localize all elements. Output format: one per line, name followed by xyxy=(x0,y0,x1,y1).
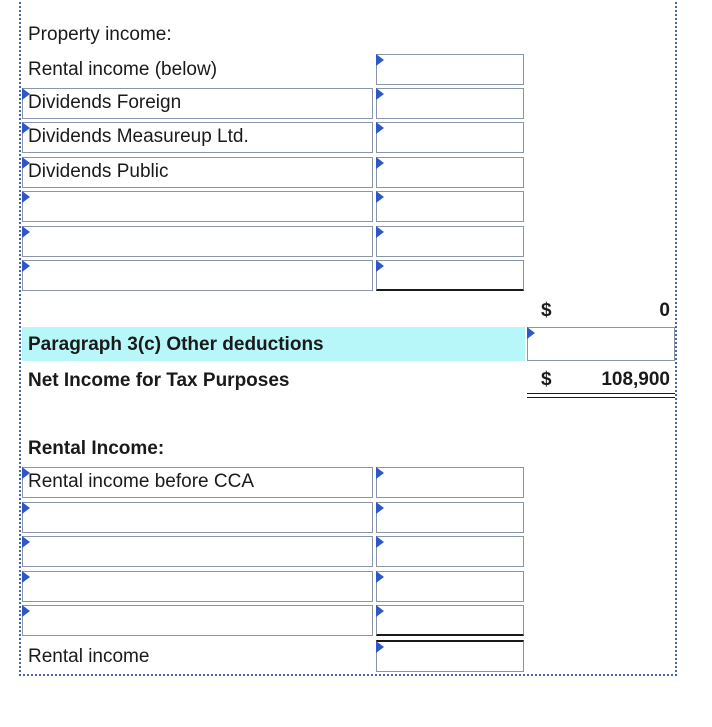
dividends-measureup-label: Dividends Measureup Ltd. xyxy=(28,126,249,147)
rental-income-heading: Rental Income: xyxy=(28,438,165,459)
rental-value-input-5[interactable] xyxy=(376,605,524,636)
input-marker-icon xyxy=(376,467,384,479)
property-total-value: 0 xyxy=(659,300,670,321)
rental-income-below-input[interactable] xyxy=(376,54,524,85)
rental-label-input-1[interactable] xyxy=(22,467,373,498)
property-income-heading: Property income: xyxy=(28,24,172,45)
property-label-input-4[interactable] xyxy=(22,191,373,222)
property-label-input-3[interactable] xyxy=(22,157,373,188)
dividends-foreign-label: Dividends Foreign xyxy=(28,92,182,113)
property-value-input-4[interactable] xyxy=(376,191,524,222)
rental-label-input-4[interactable] xyxy=(22,571,373,602)
rental-before-cca-label: Rental income before CCA xyxy=(28,471,254,492)
input-marker-icon xyxy=(22,605,30,617)
other-deductions-input[interactable] xyxy=(527,327,675,361)
net-income-double-rule-top xyxy=(527,393,675,394)
input-marker-icon xyxy=(376,191,384,203)
dividends-public-input[interactable] xyxy=(376,157,524,188)
rental-label-input-3[interactable] xyxy=(22,536,373,567)
input-marker-icon xyxy=(22,260,30,272)
rental-label-input-2[interactable] xyxy=(22,502,373,533)
input-marker-icon xyxy=(376,260,384,272)
rental-value-input-2[interactable] xyxy=(376,502,524,533)
property-label-input-6[interactable] xyxy=(22,260,373,291)
input-marker-icon xyxy=(527,327,535,339)
input-marker-icon xyxy=(22,191,30,203)
rental-before-cca-input[interactable] xyxy=(376,467,524,498)
input-marker-icon xyxy=(376,122,384,134)
input-marker-icon xyxy=(376,157,384,169)
input-marker-icon xyxy=(376,605,384,617)
net-income-double-rule-bottom xyxy=(527,397,675,398)
input-marker-icon xyxy=(376,54,384,66)
property-label-input-1[interactable] xyxy=(22,88,373,119)
rental-value-input-3[interactable] xyxy=(376,536,524,567)
input-marker-icon xyxy=(22,226,30,238)
property-value-input-6[interactable] xyxy=(376,260,524,291)
rental-income-total-label: Rental income xyxy=(28,646,150,667)
property-value-input-5[interactable] xyxy=(376,226,524,257)
rental-income-below-label: Rental income (below) xyxy=(28,59,218,80)
rental-label-input-5[interactable] xyxy=(22,605,373,636)
input-marker-icon xyxy=(376,571,384,583)
rental-income-total-input[interactable] xyxy=(376,640,524,672)
net-income-label: Net Income for Tax Purposes xyxy=(28,370,290,391)
input-marker-icon xyxy=(376,226,384,238)
net-income-value: 108,900 xyxy=(601,369,670,390)
property-label-input-5[interactable] xyxy=(22,226,373,257)
property-total-currency: $ xyxy=(541,300,552,321)
dividends-foreign-input[interactable] xyxy=(376,88,524,119)
input-marker-icon xyxy=(22,502,30,514)
input-marker-icon xyxy=(376,536,384,548)
property-label-input-2[interactable] xyxy=(22,122,373,153)
dividends-public-label: Dividends Public xyxy=(28,161,169,182)
input-marker-icon xyxy=(376,502,384,514)
input-marker-icon xyxy=(376,641,384,653)
other-deductions-label: Paragraph 3(c) Other deductions xyxy=(28,334,324,355)
input-marker-icon xyxy=(376,88,384,100)
input-marker-icon xyxy=(22,536,30,548)
rental-value-input-4[interactable] xyxy=(376,571,524,602)
input-marker-icon xyxy=(22,571,30,583)
dividends-measureup-input[interactable] xyxy=(376,122,524,153)
net-income-currency: $ xyxy=(541,369,552,390)
